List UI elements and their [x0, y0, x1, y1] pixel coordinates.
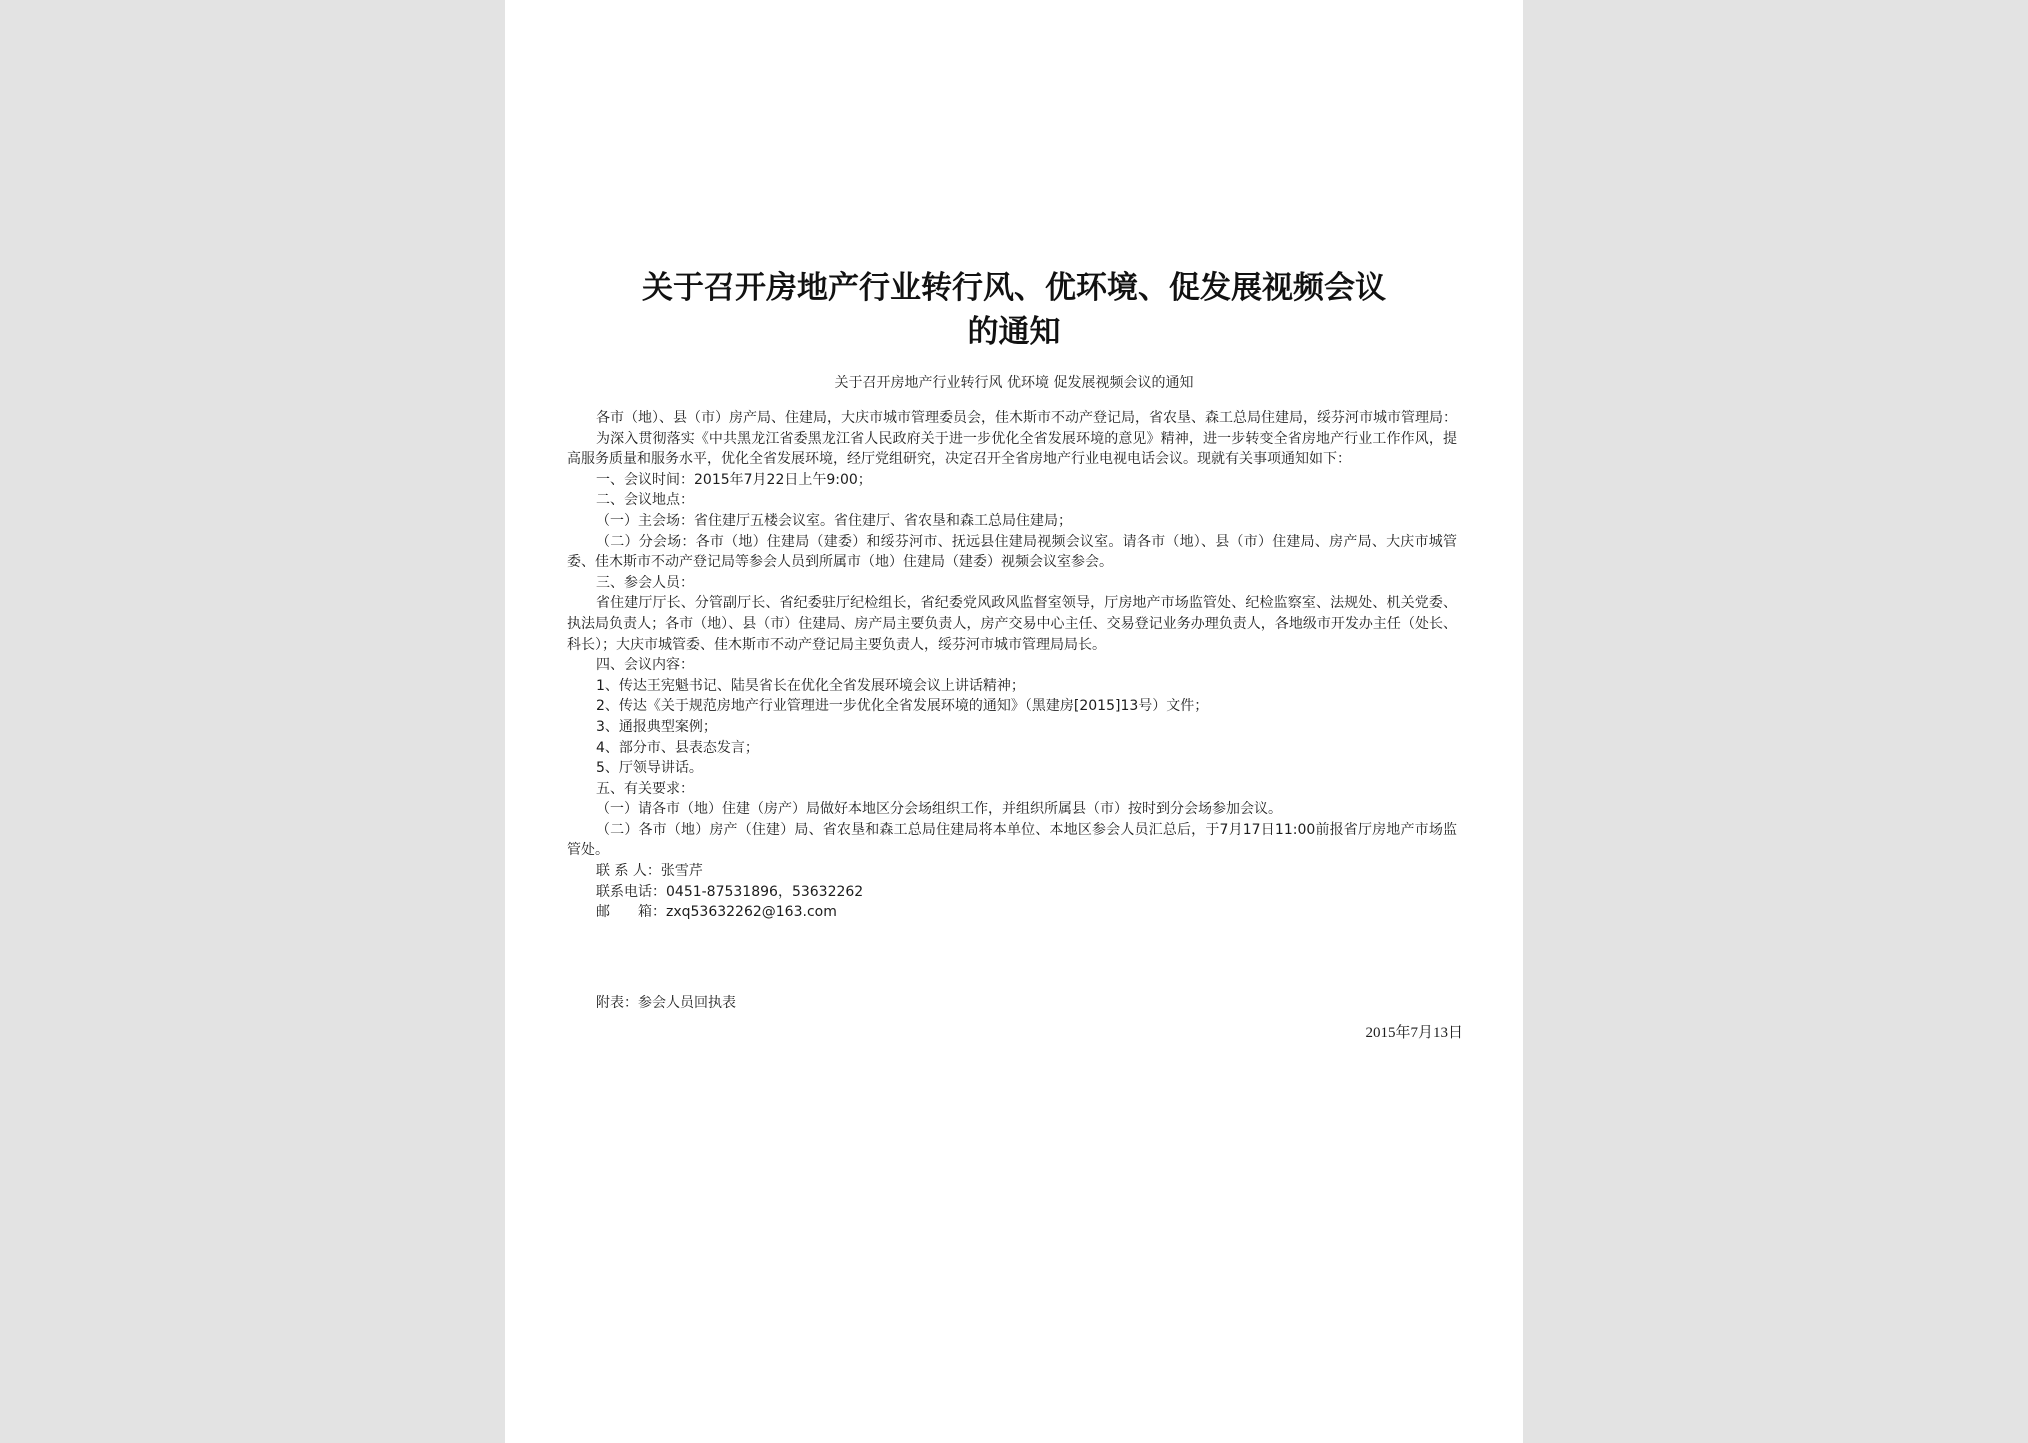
document-title-line: 关于召开房地产行业转行风、优环境、促发展视频会议 — [642, 270, 1386, 306]
contact-phone: 联系电话：0451-87531896，53632262 — [596, 883, 864, 900]
requirement-item: （二）各市（地）房产（住建）局、省农垦和森工总局住建局将本单位、本地区参会人员汇总后，于7月17日11:00前报省厅房地产市场监管处。 — [567, 821, 1457, 859]
contact-person: 联 系 人：张雪芹 — [596, 863, 703, 880]
agenda-item: 1、传达王宪魁书记、陆昊省长在优化全省发展环境会议上讲话精神； — [596, 677, 1025, 694]
requirement-item: （一）请各市（地）住建（房产）局做好本地区分会场组织工作，并组织所属县（市）按时到分会场参加会议。 — [596, 801, 1282, 818]
document-date: 2015年7月13日 — [1365, 1025, 1463, 1041]
intro-paragraph: 为深入贯彻落实《中共黑龙江省委黑龙江省人民政府关于进一步优化全省发展环境的意见》精神，进一步转变全省房地产行业工作作风，提高服务质量和服务水平，优化全省发展环境，经厅党组研究，决定召开全省房地产行业电视电话会议。现就有关事项通知如下： — [567, 430, 1457, 468]
branch-venue: （二）分会场：各市（地）住建局（建委）和绥芬河市、抚远县住建局视频会议室。请各市（地）、县（市）住建局、房产局、大庆市城管委、佳木斯市不动产登记局等参会人员到所属市（地）住建局（建委）视频会议室参会。 — [567, 533, 1457, 571]
document-body — [567, 408, 1457, 923]
document-page — [505, 0, 1523, 1443]
main-venue: （一）主会场：省住建厅五楼会议室。省住建厅、省农垦和森工总局住建局； — [596, 512, 1072, 529]
attachment-note: 附表：参会人员回执表 — [596, 995, 736, 1011]
section-heading: 三、参会人员： — [596, 574, 694, 591]
agenda-item: 5、厅领导讲话。 — [596, 760, 703, 777]
section-heading: 四、会议内容： — [596, 657, 694, 674]
section-heading: 五、有关要求： — [596, 780, 694, 797]
salutation-paragraph: 各市（地）、县（市）房产局、住建局，大庆市城市管理委员会，佳木斯市不动产登记局，省农垦、森工总局住建局，绥芬河市城市管理局： — [596, 410, 1457, 426]
contact-email: 邮 箱：zxq53632262@163.com — [596, 904, 837, 921]
meeting-time: 一、会议时间：2015年7月22日上午9:00； — [596, 471, 872, 488]
agenda-item: 4、部分市、县表态发言； — [596, 739, 759, 756]
agenda-item: 3、通报典型案例； — [596, 718, 717, 735]
attendees-paragraph: 省住建厅厅长、分管副厅长、省纪委驻厅纪检组长，省纪委党风政风监督室领导，厅房地产市场监管处、纪检监察室、法规处、机关党委、执法局负责人；各市（地）、县（市）住建局、房产局主要负责人，房产交易中心主任、交易登记业务办理负责人，各地级市开发办主任（处长、科长）；大庆市城管委、佳木斯市不动产登记局主要负责人，绥芬河市城市管理局局长。 — [567, 595, 1457, 653]
document-subtitle: 关于召开房地产行业转行风 优环境 促发展视频会议的通知 — [834, 375, 1194, 391]
agenda-item: 2、传达《关于规范房地产行业管理进一步优化全省发展环境的通知》（黑建房[2015]13号）文件； — [596, 698, 1209, 715]
document-title-line: 的通知 — [967, 314, 1061, 350]
section-heading: 二、会议地点： — [596, 492, 694, 509]
document-title — [545, 266, 1483, 354]
